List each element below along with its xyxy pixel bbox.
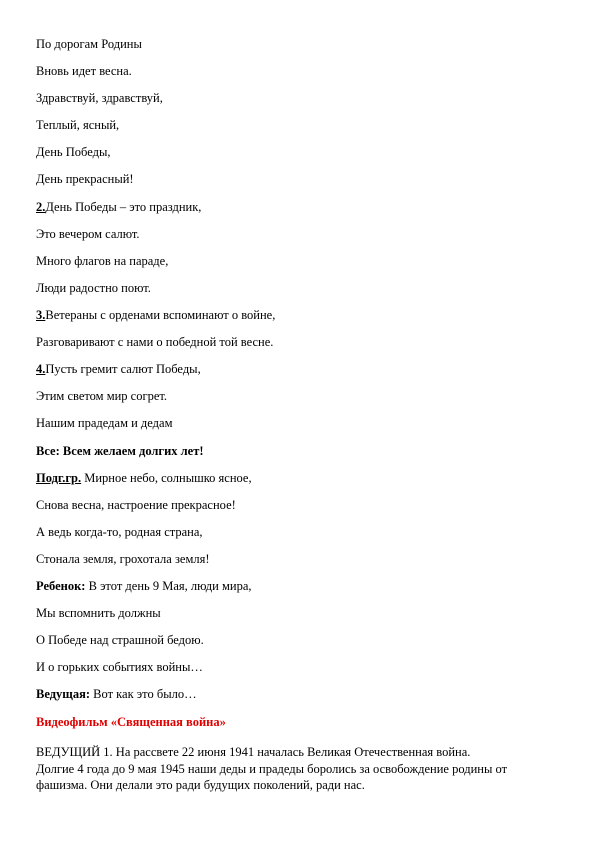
all-chorus-line: Все: Всем желаем долгих лет! [36, 444, 204, 458]
poem-line: А ведь когда-то, родная страна, [36, 525, 203, 539]
paragraph-line: ВЕДУЩИЙ 1. На рассвете 22 июня 1941 началась Великая Отечественная война. [36, 745, 471, 759]
speaker-text: В этот день 9 Мая, люди мира, [85, 579, 252, 593]
host-line [36, 687, 197, 702]
verse-text: Пусть гремит салют Победы, [45, 362, 201, 376]
poem-line: Разговаривают с нами о победной той весне. [36, 335, 274, 349]
verse-text: День Победы – это праздник, [45, 200, 202, 214]
poem-line: Люди радостно поют. [36, 281, 151, 295]
speaker-label: Ребенок: [36, 579, 86, 593]
poem-line: Мы вспомнить должны [36, 606, 161, 620]
paragraph-line: Долгие 4 года до 9 мая 1945 наши деды и прадеды боролись за освобождение родины от [36, 761, 508, 776]
poem-line: О Победе над страшной бедою. [36, 633, 204, 647]
speaker-label: Подг.гр. [36, 471, 82, 485]
poem-line: Нашим прадедам и дедам [36, 416, 173, 430]
poem-line: Снова весна, настроение прекрасное! [36, 498, 236, 512]
speaker-text: Вот как это было… [90, 687, 197, 701]
poem-line: И о горьких событиях войны… [36, 660, 203, 674]
verse-number: 2. [36, 200, 46, 214]
paragraph-line: фашизма. Они делали это ради будущих поколений, ради нас. [36, 778, 365, 792]
verse-4-line [36, 362, 201, 377]
poem-line: Много флагов на параде, [36, 254, 169, 268]
poem-line: Теплый, ясный, [36, 118, 120, 132]
poem-line: Это вечером салют. [36, 227, 140, 241]
speaker-text: Мирное небо, солнышко ясное, [81, 471, 252, 485]
verse-number: 3. [36, 308, 46, 322]
verse-2-line [36, 200, 201, 215]
poem-line: Стонала земля, грохотала земля! [36, 552, 210, 566]
video-title: Видеофильм «Священная война» [36, 715, 226, 729]
podg-line [36, 471, 252, 486]
poem-line: День прекрасный! [36, 172, 134, 186]
final-paragraph [36, 744, 566, 794]
verse-3-line [36, 308, 275, 323]
speaker-label: Ведущая: [36, 687, 91, 701]
verse-number: 4. [36, 362, 46, 376]
poem-line: День Победы, [36, 145, 111, 159]
verse-text: Ветераны с орденами вспоминают о войне, [45, 308, 276, 322]
poem-line: Вновь идет весна. [36, 64, 132, 78]
poem-line: Этим светом мир согрет. [36, 389, 168, 403]
child-line [36, 579, 252, 594]
poem-line: Здравствуй, здравствуй, [36, 91, 163, 105]
poem-line: По дорогам Родины [36, 37, 142, 51]
